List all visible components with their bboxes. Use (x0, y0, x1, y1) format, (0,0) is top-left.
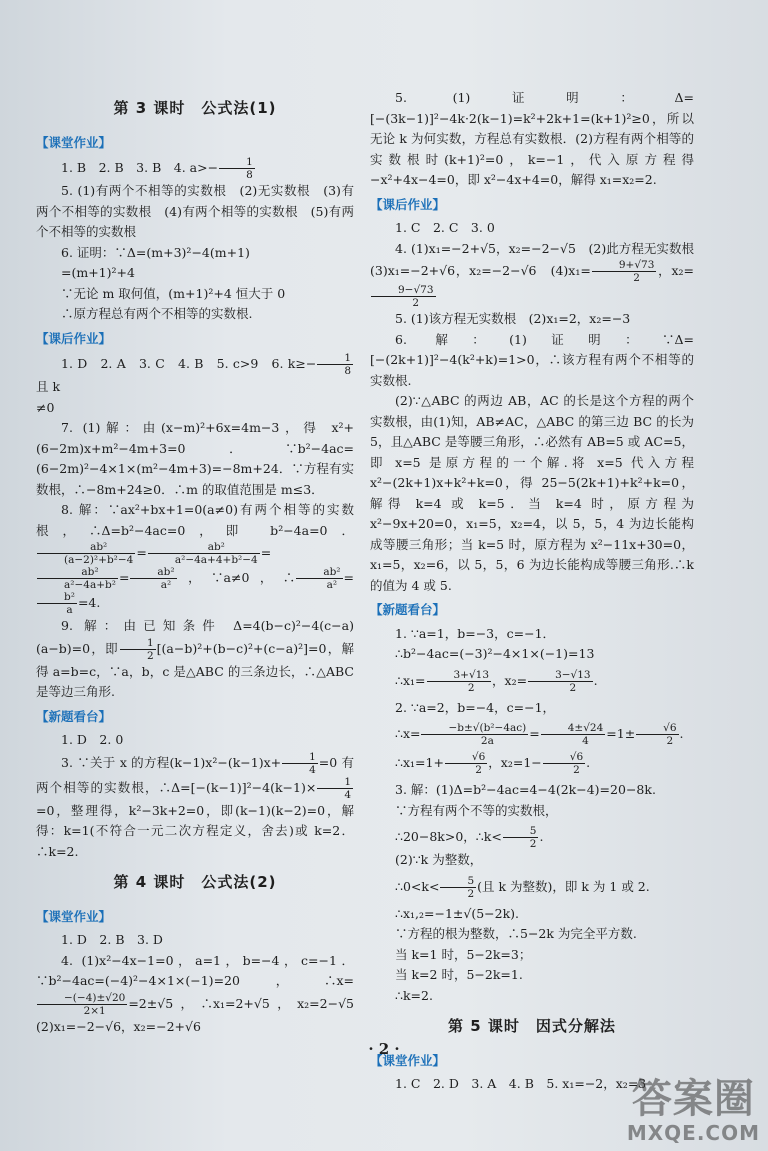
fraction: $\frac{1}{8}$ (219, 156, 255, 181)
answer-line: 8. 解：∵ax²+bx+1=0(a≠0)有两个相等的实数根，∴Δ=b²−4ac=0，即 b²−4a=0． $\frac{\text{ab²}}{\text{(a−2)²+b²−4}}$ = $\frac{\text{ab²}}{\text{a²−4a+4+b²−4}}$ = $\frac{\text{ab²}}{\text{a²−4a+b²}}$ = $\frac{\text{ab²}}{\text{a²}}$ ，∵a≠0，∴ $\frac{\text{ab²}}{\text{a²}}$ = $\frac{\text{b²}}{a}$ =4. (36, 502, 354, 616)
answer-line: 当 k=2 时，5−2k=1. (395, 967, 523, 982)
fraction: $\frac{5}{2}$ (503, 825, 539, 850)
page-number: · 2 · (368, 1040, 400, 1058)
answer-line: 1. D 2. A 3. C 4. B 5. c>9 6. k≥− $\frac{1}{8}$ 且 k (36, 352, 351, 394)
fraction: $\frac{\text{ab²}}{\text{(a−2)²+b²−4}}$ (37, 541, 135, 566)
fraction: $\frac{√6}{2}$ (636, 722, 678, 747)
fraction: $\frac{5}{2}$ (440, 875, 476, 900)
watermark-logo (627, 1077, 760, 1145)
fraction: $\frac{1}{4}$ (282, 751, 318, 776)
fraction: $\frac{9+√73}{2}$ (592, 259, 657, 284)
answer-line: ∵方程的根为整数，∴5−2k 为完全平方数. (395, 926, 637, 941)
answer-line: ∴x= $\frac{\text{−b±√(b²−4ac)}}{2a}$ = $\frac{4\pm√24}{4}$ =1± $\frac{√6}{2}$ . (395, 722, 684, 747)
left-column (36, 88, 367, 1037)
answer-line: (2)∵△ABC 的两边 AB，AC 的长是这个方程的两个实数根，由(1)知，AB≠AC，△ABC 的第三边 BC 的长为 5，且△ABC 是等腰三角形，∴必然有 AB=5 或 AC=5，即 x=5 是原方程的一个解.将 x=5 代入方程 x²−(2k+1)x+k²+k=0，得 25−5(2k+1)+k²+k=0，解得 k=4 或 k=5．当 k=4 时，原方程为 x²−9x+20=0，x₁=5，x₂=4，以 5，5，4 为边长能构成等腰三角形；当 k=5 时，原方程为 x²−11x+30=0，x₁=5，x₂=6，以 5，5，6 为边长能构成等腰三角形.∴k 的值为 4 或 5. (370, 393, 694, 593)
fraction: $\frac{\text{ab²}}{\text{a²}}$ (130, 566, 176, 591)
fraction: $\frac{\text{ab²}}{\text{a²−4a+b²}}$ (37, 566, 118, 591)
lesson-3-title: 第 3 课时 公式法(1) (113, 99, 277, 117)
watermark-url: MXQE.COM (626, 1121, 760, 1145)
answer-line: =(m+1)²+4 (61, 265, 135, 280)
fraction: $\frac{3+√13}{2}$ (427, 669, 492, 694)
section-class-work-right: 【课堂作业】 (370, 1052, 446, 1068)
fraction: $\frac{√6}{2}$ (543, 751, 585, 776)
answer-line: ≠0 (36, 399, 55, 415)
answer-line: 2. ∵a=2，b=−4，c=−1， (395, 699, 556, 715)
answer-line: ∴0<k< $\frac{5}{2}$ (且 k 为整数)，即 k 为 1 或 2. (395, 874, 650, 900)
answer-line: 4. (1)x²−4x−1=0，a=1，b=−4，c=−1．∵b²−4ac=(−4)²−4×1×(−1)=20，∴x= $\frac{-(-4)\pm√20}{2\times 1}$ =2±√5，∴x₁=2+√5，x₂=2−√5 (2)x₁=−2−√6，x₂=−2+√6 (36, 952, 367, 1034)
fraction: $\frac{3-√13}{2}$ (528, 669, 593, 694)
answer-line: ∴k=2. (395, 987, 433, 1003)
answer-line: 6. 解：(1)证明：∵Δ=[−(2k+1)]²−4(k²+k)=1>0，∴该方程有两个不相等的实数根. (370, 331, 694, 388)
answer-line: 1. D 2. 0 (61, 732, 124, 747)
answer-line: 5. (1)有两个不相等的实数根 (2)无实数根 (3)有两个不相等的实数根 (4)有两个相等的实数根 (5)有两个不相等的实数根 (36, 183, 354, 239)
section-new-questions: 【新题看台】 (36, 708, 112, 724)
answer-line: 当 k=1 时，5−2k=3； (395, 946, 532, 962)
answer-line: 1. C 2. C 3. 0 (395, 220, 495, 235)
answer-line: ∴b²−4ac=(−3)²−4×1×(−1)=13 (395, 646, 595, 661)
answer-line: ∴x₁,₂=−1±√(5−2k). (395, 905, 520, 921)
watermark-logo-text: 答案圈 (631, 1076, 755, 1122)
answer-line: ∴原方程总有两个不相等的实数根. (61, 306, 253, 321)
answer-line: 9. 解：由已知条件 Δ=4(b−c)²−4(c−a)(a−b)=0，即 $\frac{1}{2}$ [(a−b)²+(b−c)²+(c−a)²]=0，解得 a=b=c，∵a，b，c 是△ABC 的三条边长，∴△ABC 是等边三角形. (36, 618, 354, 699)
answer-line: ∵方程有两个不等的实数根， (395, 802, 558, 818)
answer-line: ∴20−8k>0，∴k< $\frac{5}{2}$ . (395, 825, 544, 850)
lesson-4-title: 第 4 课时 公式法(2) (113, 873, 277, 891)
answer-line: 6. 证明：∵Δ=(m+3)²−4(m+1) (61, 244, 250, 260)
answer-line: 5. (1)证明：Δ=[−(3k−1)]²−4k·2(k−1)=k²+2k+1=(k+1)²≥0，所以无论 k 为何实数，方程总有实数根．(2)方程有两个相等的实数根时(k+1)²=0，k=−1，代入原方程得 −x²+4x−4=0，即 x²−4x+4=0，解得 x₁=x₂=2. (370, 90, 694, 187)
fraction: $\frac{-(-4)\pm√20}{2\times 1}$ (37, 992, 127, 1017)
fraction: $\frac{1}{2}$ (120, 637, 156, 662)
answer-line: 7. (1)解：由(x−m)²+6x=4m−3，得 x²+(6−2m)x+m²−4m+3=0．∵b²−4ac=(6−2m)²−4×1×(m²−4m+3)=−8m+24．∵方程有实数根，∴−8m+24≥0．∴m 的取值范围是 m≤3． (36, 420, 354, 497)
answer-line: 1. D 2. B 3. D (61, 932, 163, 947)
fraction: $\frac{\text{−b±√(b²−4ac)}}{2a}$ (421, 722, 528, 747)
answer-line: 3. ∵关于 x 的方程(k−1)x²−(k−1)x+ $\frac{1}{4}$ =0 有两个相等的实数根，∴Δ=[−(k−1)]²−4(k−1)× $\frac{1}{4}$ =0，整理得，k²−3k+2=0，即(k−1)(k−2)=0，解得：k=1(不符合一元二次方程定义，舍去)或 k=2．∴k=2. (36, 750, 354, 859)
answer-line: 1. ∵a=1，b=−3，c=−1． (395, 625, 556, 641)
fraction: $\frac{\text{ab²}}{\text{a²}}$ (296, 566, 342, 591)
fraction: $\frac{1}{8}$ (317, 352, 353, 377)
answer-line: ∵无论 m 取何值，(m+1)²+4 恒大于 0 (61, 285, 286, 301)
section-after-class-right: 【课后作业】 (370, 196, 446, 212)
answer-line: (2)∵k 为整数， (395, 852, 483, 867)
answer-line: 3. 解：(1)Δ=b²−4ac=4−4(2k−4)=20−8k. (395, 782, 656, 797)
fraction: $\frac{\text{b²}}{a}$ (37, 591, 77, 616)
section-class-work-2: 【课堂作业】 (36, 908, 112, 924)
section-new-questions-right: 【新题看台】 (370, 602, 446, 617)
fraction: $\frac{9-√73}{2}$ (371, 284, 436, 309)
answer-line: 5. (1)该方程无实数根 (2)x₁=2，x₂=−3 (395, 311, 631, 326)
answer-line: 4. (1)x₁=−2+√5，x₂=−2−√5 (2)此方程无实数根 (3)x₁=−2+√6，x₂=−2−√6 (4)x₁= $\frac{9+√73}{2}$ ，x₂= $\frac{9-√73}{2}$ (370, 240, 707, 309)
fraction: $\frac{\text{ab²}}{\text{a²−4a+4+b²−4}}$ (148, 541, 260, 566)
fraction: $\frac{√6}{2}$ (445, 751, 487, 776)
fraction: $\frac{1}{4}$ (317, 776, 353, 801)
answer-line: ∴x₁= $\frac{3+√13}{2}$ ，x₂= $\frac{3-√13}{2}$ . (395, 668, 598, 694)
right-column (370, 88, 707, 1095)
section-after-class: 【课后作业】 (36, 330, 112, 346)
section-class-work: 【课堂作业】 (36, 134, 112, 150)
answer-line: 1. B 2. B 3. B 4. a>− $\frac{1}{8}$ (61, 156, 253, 181)
answer-line: 1. C 2. D 3. A 4. B 5. x₁=−2，x₂=3 (395, 1076, 647, 1091)
fraction: $\frac{4\pm√24}{4}$ (541, 722, 606, 747)
lesson-5-title: 第 5 课时 因式分解法 (448, 1017, 616, 1035)
answer-line: ∴x₁=1+ $\frac{√6}{2}$ ，x₂=1− $\frac{√6}{2}$ . (395, 751, 591, 776)
